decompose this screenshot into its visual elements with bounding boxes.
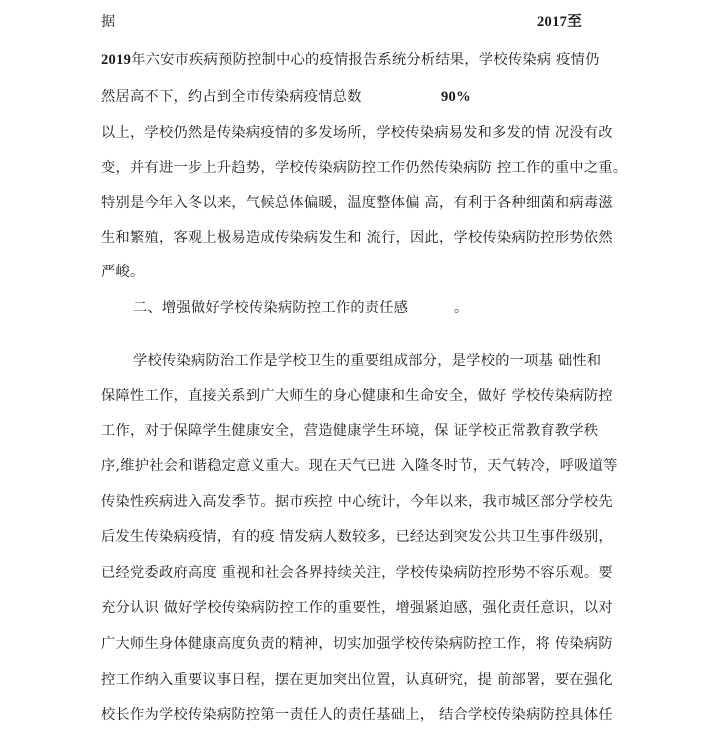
- text-line: 后发生传染病疫情，有的疫 情发病人数较多，已经达到突发公共卫生事件级别，: [101, 529, 613, 545]
- text-line: 2017至: [537, 14, 582, 30]
- text-line: 工作，对于保障学生健康安全，营造健康学生环境，保 证学校正常教育教学秩: [101, 423, 599, 439]
- text-line: 以上，学校仍然是传染病疫情的多发场所，学校传染病易发和多发的情 况没有改: [101, 125, 613, 141]
- text-line: 已经党委政府高度 重视和社会各界持续关注，学校传染病防控形势不容乐观。要: [101, 565, 613, 581]
- text-line: 保障性工作，直接关系到广大师生的身心健康和生命安全，做好 学校传染病防控: [101, 388, 613, 404]
- text-line: 控工作纳入重要议事日程，摆在更加突出位置，认真研究，提 前部署，要在强化: [101, 672, 613, 688]
- text-line: 广大师生身体健康高度负责的精神，切实加强学校传染病防控工作，将 传染病防: [101, 636, 613, 652]
- text-line: 2019年六安市疾病预防控制中心的疫情报告系统分析结果，学校传染病 疫情仍: [101, 52, 600, 68]
- text-line: 90%: [441, 89, 471, 105]
- text-line: 序,维护社会和谐稳定意义重大。现在天气已进 入隆冬时节，天气转冷，呼吸道等: [101, 458, 618, 474]
- text-line: 据: [101, 14, 116, 30]
- text-line: 然居高不下，约占到全市传染病疫情总数: [101, 89, 362, 105]
- section-heading: 二、增强做好学校传染病防控工作的责任感: [133, 300, 409, 316]
- text-line: 严峻。: [101, 264, 145, 280]
- text-line: 传染性疾病进入高发季节。据市疾控 中心统计，今年以来，我市城区部分学校先: [101, 494, 613, 510]
- text-line: 学校传染病防治工作是学校卫生的重要组成部分，是学校的一项基 础性和: [133, 353, 602, 369]
- text-line: 充分认识 做好学校传染病防控工作的重要性，增强紧迫感，强化责任意识，以对: [101, 600, 613, 616]
- text-line: 变，并有进一步上升趋势，学校传染病防控工作仍然传染病防 控工作的重中之重。: [101, 160, 628, 176]
- text-line: 校长作为学校传染病防控第一责任人的责任基础上， 结合学校传染病防控具体任: [101, 707, 613, 723]
- text-line: 特别是今年入冬以来，气候总体偏暖，温度整体偏 高，有利于各种细菌和病毒滋: [101, 195, 613, 211]
- text-line: 生和繁殖，客观上极易造成传染病发生和 流行，因此，学校传染病防控形势依然: [101, 230, 613, 246]
- section-heading-period: 。: [454, 300, 469, 316]
